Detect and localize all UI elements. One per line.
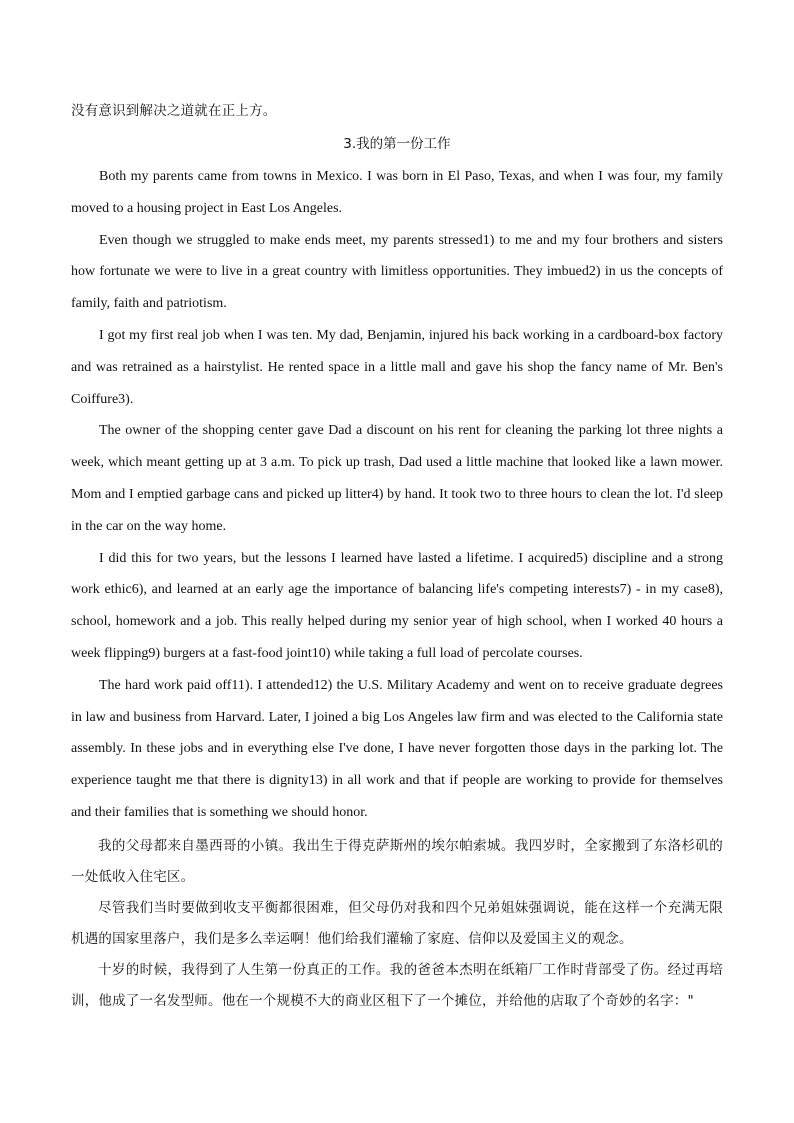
english-paragraph-5: I did this for two years, but the lessons I learned have lasted a lifetime. I acquired5) discipline and a strong work ethic6), and learned at an early age the importance of balancing life's competing interests7) - in my case8), school, homework and a job. This really helped during my senior year of high school, when I worked 40 hours a week flipping9) burgers at a fast-food joint10) while taking a full load of percolate courses. (71, 550, 723, 661)
section-title: 3.我的第一份工作 (343, 136, 451, 152)
chinese-paragraph-1: 我的父母都来自墨西哥的小镇。我出生于得克萨斯州的埃尔帕索城。我四岁时，全家搬到了东洛杉矶的一处低收入住宅区。 (71, 837, 723, 885)
english-paragraph-2: Even though we struggled to make ends meet, my parents stressed1) to me and my four brothers and sisters how fortunate we were to live in a great country with limitless opportunities. They imbued2) in us the concepts of family, faith and patriotism. (71, 232, 723, 312)
chinese-paragraph-2: 尽管我们当时要做到收支平衡都很困难，但父母仍对我和四个兄弟姐妹强调说，能在这样一个充满无限机遇的国家里落户，我们是多么幸运啊！他们给我们灌输了家庭、信仰以及爱国主义的观念。 (71, 899, 723, 947)
chinese-paragraph-3: 十岁的时候，我得到了人生第一份真正的工作。我的爸爸本杰明在纸箱厂工作时背部受了伤。经过再培训，他成了一名发型师。他在一个规模不大的商业区租下了一个摊位，并给他的店取了个奇妙的名字：" (71, 961, 723, 1009)
chinese-translation (71, 831, 723, 1017)
document-page (71, 96, 723, 1017)
english-paragraph-1: Both my parents came from towns in Mexico. I was born in El Paso, Texas, and when I was four, my family moved to a housing project in East Los Angeles. (71, 169, 723, 216)
english-paragraph-6: The hard work paid off11). I attended12) the U.S. Military Academy and went on to receive graduate degrees in law and business from Harvard. Later, I joined a big Los Angeles law firm and was elected to the California state assembly. In these jobs and in everything else I've done, I have never forgotten those days in the parking lot. The experience taught me that there is dignity13) in all work and that if people are working to provide for themselves and their families that is something we should honor. (71, 677, 723, 820)
english-text (71, 161, 723, 829)
english-paragraph-4: The owner of the shopping center gave Dad a discount on his rent for cleaning the parking lot three nights a week, which meant getting up at 3 a.m. To pick up trash, Dad used a little machine that looked like a lawn mower. Mom and I emptied garbage cans and picked up litter4) by hand. It took two to three hours to clean the lot. I'd sleep in the car on the way home. (71, 423, 723, 534)
intro-line: 没有意识到解决之道就在正上方。 (71, 103, 277, 119)
english-paragraph-3: I got my first real job when I was ten. My dad, Benjamin, injured his back working in a cardboard-box factory and was retrained as a hairstylist. He rented space in a little mall and gave his shop the fancy name of Mr. Ben's Coiffure3). (71, 327, 723, 407)
